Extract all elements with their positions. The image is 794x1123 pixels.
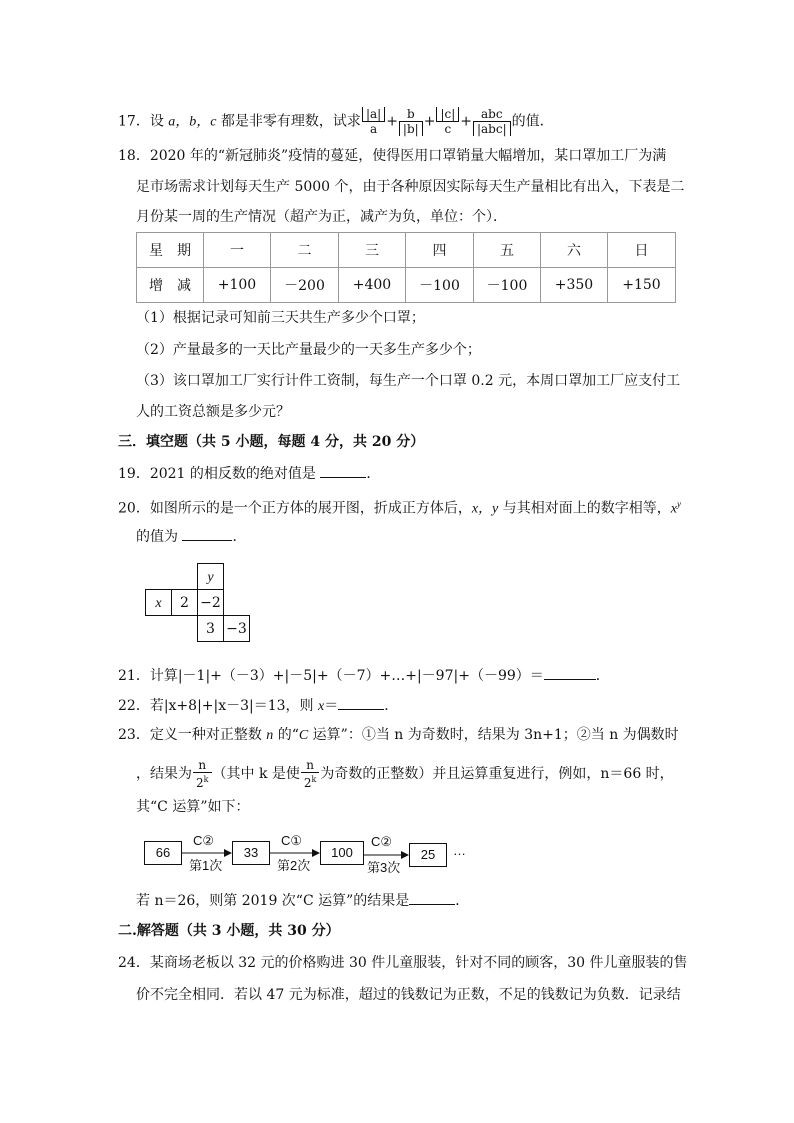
table-cell: +400 [339,268,406,303]
q18-sub-1: （1）根据记录可知前三天共生产多少个口罩； [136,310,425,326]
flow-step-label: 第2次 [277,858,311,873]
q21-text: 21．计算|－1|+（－3）+|－5|+（－7）+…+|－97|+（－99）＝ [118,668,544,684]
q17-prefix: 17．设 [118,113,169,130]
question-23-line-3: 其“C 运算”如下： [136,799,250,815]
q23-text-2: ，结果为 [136,766,192,782]
q18-line-3: 月份某一周的生产情况（超产为正，减产为负，单位：个）． [136,209,507,225]
q20-end: ． [232,529,247,545]
net-cell: 2 [171,589,198,616]
fraction-n-over-2k: $\frac{n}{2^k}$ [193,758,212,790]
q17-end: 的值． [511,113,554,130]
power-exponent: y [676,499,681,509]
question-23-line-4 [136,890,469,911]
flow-box: 100 [320,841,364,865]
table-cell: 六 [541,233,608,268]
net-cell-label: y [207,570,214,585]
fraction-n-over-2k: $\frac{n}{2^k}$ [301,758,320,790]
table-cell: 二 [271,233,339,268]
q23-var-c: C [298,728,309,743]
flow-box: 33 [232,841,270,865]
q22-eq: ＝ [324,698,339,714]
q20-text-2: 的值为 [136,529,183,545]
q23-var-n: n [266,728,274,743]
table-cell: +350 [541,268,608,303]
flow-box: 25 [409,843,447,867]
q18-sub-3b: 人的工资总额是多少元？ [136,404,290,420]
net-cell: −2 [197,589,224,616]
net-cell: −3 [223,615,250,642]
table-cell: +150 [608,268,676,303]
table-cell: 星 期 [137,233,204,268]
flow-step-label: 第1次 [189,858,223,873]
power-base: x [670,501,677,517]
plus-sign: + [460,113,472,130]
q22-text: 22．若| [118,698,169,714]
table-cell: －100 [406,268,474,303]
flow-box: 66 [144,841,182,865]
q20-vars: x，y [471,501,499,517]
q19-end: ． [366,466,381,482]
q22-end: ． [384,698,399,714]
table-cell: －200 [271,268,339,303]
q23-text-4: 若 n＝26，则第 2019 次“C 运算”的结果是 [136,893,410,909]
flow-op-label: C② [371,834,393,849]
table-cell: －100 [474,268,541,303]
q18-line-2: 足市场需求计划每天生产 5000 个，由于各种原因实际每天生产量相比有出入，下表是二 [136,179,685,195]
table-cell: 五 [474,233,541,268]
q23-text-mid-2: （其中 k 是使 [212,766,300,782]
q17-middle: 都是非零有理数，试求 [216,113,361,130]
table-cell: 增 减 [137,268,204,303]
q23-text-mid: 的“ [273,727,299,743]
q20-text: 20．如图所示的是一个正方体的展开图，折成正方体后， [118,500,472,517]
flow-op-label: C① [281,833,303,848]
q23-text: 23．定义一种对正整数 [118,727,267,743]
q23-text-rest: 运算”：①当 n 为奇数时，结果为 3n+1；②当 n 为偶数时 [308,727,679,743]
section-solve-heading: 二.解答题（共 3 小题，共 30 分） [118,923,340,939]
net-cell-label: x [155,596,162,611]
fraction-1: $\frac{|a|}{a}$ [362,107,385,136]
answer-blank [409,890,455,905]
q22-text-mid: x+8|+|x－3|＝13，则 [168,698,319,714]
net-cell: 3 [197,615,224,642]
plus-sign: + [423,113,436,130]
table-cell: 日 [608,233,676,268]
q20-text-post: 与其相对面上的数字相等， [498,500,671,517]
table-cell: 一 [204,233,271,268]
table-cell: 三 [339,233,406,268]
flow-ellipsis: … [453,843,466,858]
fraction-4: $\frac{\text{abc}}{\text{|abc|}}$ [473,107,511,136]
q18-line-1: 18．2020 年的“新冠肺炎”疫情的蔓延，使得医用口罩销量大幅增加，某口罩加工厂为满 [118,148,667,164]
q23-end: ． [455,893,470,909]
q19-text: 19．2021 的相反数的绝对值是 [118,466,321,482]
q23-text-rest-2: 为奇数的正整数）并且运算重复进行，例如，n＝66 时， [320,766,674,782]
plus-sign: + [386,113,398,130]
table-cell: 四 [406,233,474,268]
q17-vars: a，b，c [168,114,217,130]
fraction-3: $\frac{|c|}{c}$ [436,107,459,136]
flow-op-label: C② [193,833,215,848]
q18-sub-3a: （3）该口罩加工厂实行计件工资制，每生产一个口罩 0.2 元，本周口罩加工厂应支付工 [136,373,681,389]
q18-sub-2: （2）产量最多的一天比产量最少的一天多生产多少个； [136,342,481,358]
q22-var: x [318,699,325,714]
q24-line-2: 价不完全相同．若以 47 元为标准，超过的钱数记为正数，不足的钱数记为负数．记录结 [136,987,681,1003]
table-cell: +100 [204,268,271,303]
q24-line-1: 24．某商场老板以 32 元的价格购进 30 件儿童服装，针对不同的顾客，30 件儿童服装的售 [118,955,688,971]
fraction-2: $\frac{b}{|b|}$ [399,107,423,136]
section-fill-in-heading: 三．填空题（共 5 小题，每题 4 分，共 20 分） [118,434,425,450]
flow-step-label: 第3次 [367,860,401,875]
q21-end: ． [595,668,610,684]
